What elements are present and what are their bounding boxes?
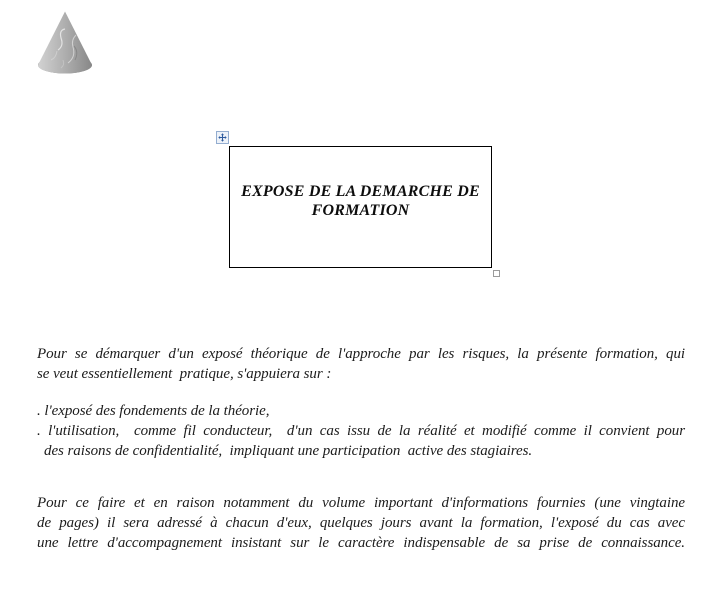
paragraph-logistics: [37, 493, 685, 553]
bullet-item-2-line-1: . l'utilisation, comme fil conducteur, d'un cas issu de la réalité et modifié comme il convient pour: [37, 423, 685, 439]
intro-line-2: se veut essentiellement pratique, s'appuiera sur :: [37, 366, 332, 382]
bullet-item-1: . l'exposé des fondements de la théorie,: [37, 403, 270, 419]
move-arrows-icon: [218, 133, 227, 142]
cone-icon: [37, 10, 93, 74]
title-textbox[interactable]: [229, 146, 492, 268]
textbox-move-handle[interactable]: [216, 131, 229, 144]
textbox-resize-handle[interactable]: [493, 270, 500, 277]
paragraph-intro: [37, 344, 685, 384]
bullet-list: [37, 401, 685, 461]
logistics-line-1: Pour ce faire et en raison notamment du volume important d'informations fournies (une vingtaine: [37, 495, 685, 511]
title-line-1: EXPOSE DE LA DEMARCHE DE: [241, 183, 480, 200]
bullet-item-2-line-2: des raisons de confidentialité, impliquant une participation active des stagiaires.: [44, 443, 533, 459]
cone-clipart-image[interactable]: [37, 10, 93, 74]
textbox-title: [230, 182, 491, 220]
intro-line-1: Pour se démarquer d'un exposé théorique de l'approche par les risques, la présente formation, qui: [37, 346, 685, 362]
logistics-line-3: une lettre d'accompagnement insistant sur le caractère indispensable de sa prise de connaissance.: [37, 535, 685, 551]
title-line-2: FORMATION: [311, 202, 410, 219]
logistics-line-2: de pages) il sera adressé à chacun d'eux, quelques jours avant la formation, l'exposé du cas avec: [37, 515, 685, 531]
